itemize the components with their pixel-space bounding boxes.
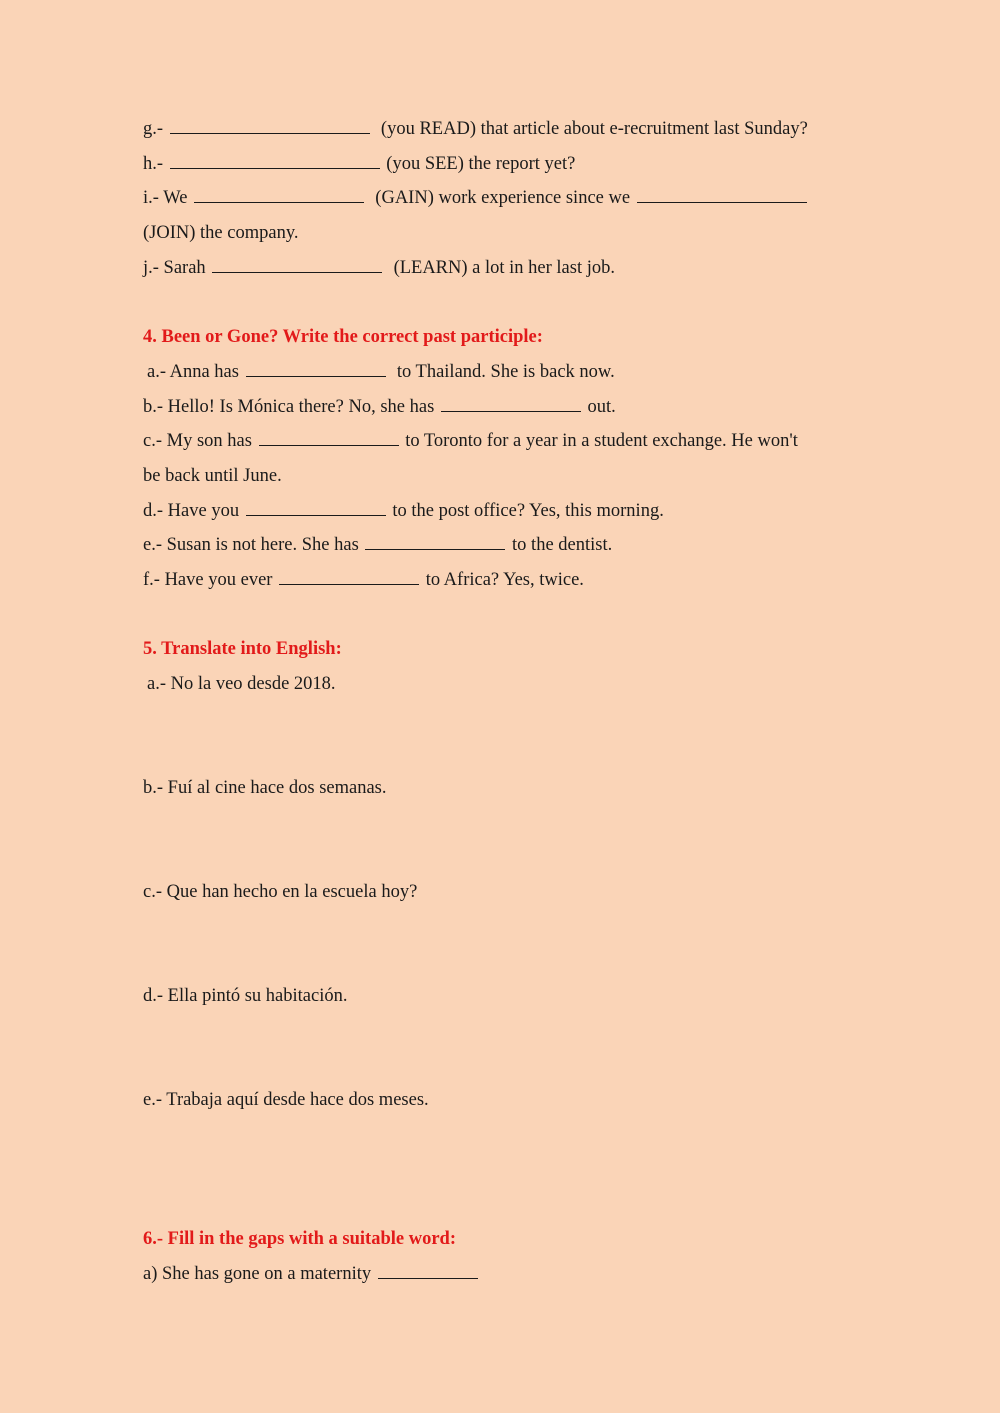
exercise-5-item-e: e.- Trabaja aquí desde hace dos meses. [143, 1090, 429, 1111]
answer-blank[interactable] [246, 375, 386, 377]
answer-blank[interactable] [365, 548, 505, 550]
exercise-3-item-i: i.- We (GAIN) work experience since we [143, 181, 863, 216]
answer-blank[interactable] [279, 583, 419, 585]
answer-blank[interactable] [246, 514, 386, 516]
answer-blank[interactable] [170, 132, 370, 134]
answer-blank[interactable] [637, 201, 807, 203]
worksheet-page [143, 112, 863, 1291]
exercise-3-item-i-cont: (JOIN) the company. [143, 223, 299, 244]
exercise-4-item-c: c.- My son has to Toronto for a year in a student exchange. He won't [143, 431, 798, 452]
exercise-5-heading: 5. Translate into English: [143, 639, 342, 660]
answer-blank[interactable] [212, 271, 382, 273]
exercise-4-item-b: b.- Hello! Is Mónica there? No, she has out. [143, 396, 616, 417]
exercise-5-item-a: a.- No la veo desde 2018. [147, 674, 336, 694]
exercise-4-item-c-cont: be back until June. [143, 465, 282, 486]
exercise-6-item-a: a) She has gone on a maternity [143, 1257, 863, 1292]
exercise-3-item-h: h.- (you SEE) the report yet? [143, 153, 576, 174]
exercise-4-heading: 4. Been or Gone? Write the correct past participle: [143, 327, 543, 348]
answer-blank[interactable] [170, 167, 380, 169]
answer-area[interactable] [143, 702, 863, 771]
exercise-6-heading: 6.- Fill in the gaps with a suitable word: [143, 1229, 456, 1249]
answer-blank[interactable] [259, 444, 399, 446]
answer-area[interactable] [143, 1014, 863, 1083]
exercise-4-item-e: e.- Susan is not here. She has to the dentist. [143, 535, 613, 556]
answer-area[interactable] [143, 910, 863, 979]
answer-blank[interactable] [378, 1277, 478, 1279]
answer-area[interactable] [143, 806, 863, 875]
exercise-3-item-j: j.- Sarah (LEARN) a lot in her last job. [143, 257, 616, 278]
exercise-5-item-d: d.- Ella pintó su habitación. [143, 986, 348, 1007]
answer-blank[interactable] [194, 201, 364, 203]
answer-blank[interactable] [441, 410, 581, 412]
exercise-5-item-b: b.- Fuí al cine hace dos semanas. [143, 778, 387, 799]
answer-area[interactable] [143, 1118, 863, 1222]
exercise-3-item-g: g.- (you READ) that article about e-recruitment last Sunday? [143, 119, 808, 139]
exercise-4-item-a: a.- Anna has to Thailand. She is back now. [147, 361, 615, 382]
exercise-5-item-c: c.- Que han hecho en la escuela hoy? [143, 882, 418, 903]
exercise-4-item-f: f.- Have you ever to Africa? Yes, twice. [143, 569, 584, 590]
exercise-4-item-d: d.- Have you to the post office? Yes, this morning. [143, 500, 664, 521]
